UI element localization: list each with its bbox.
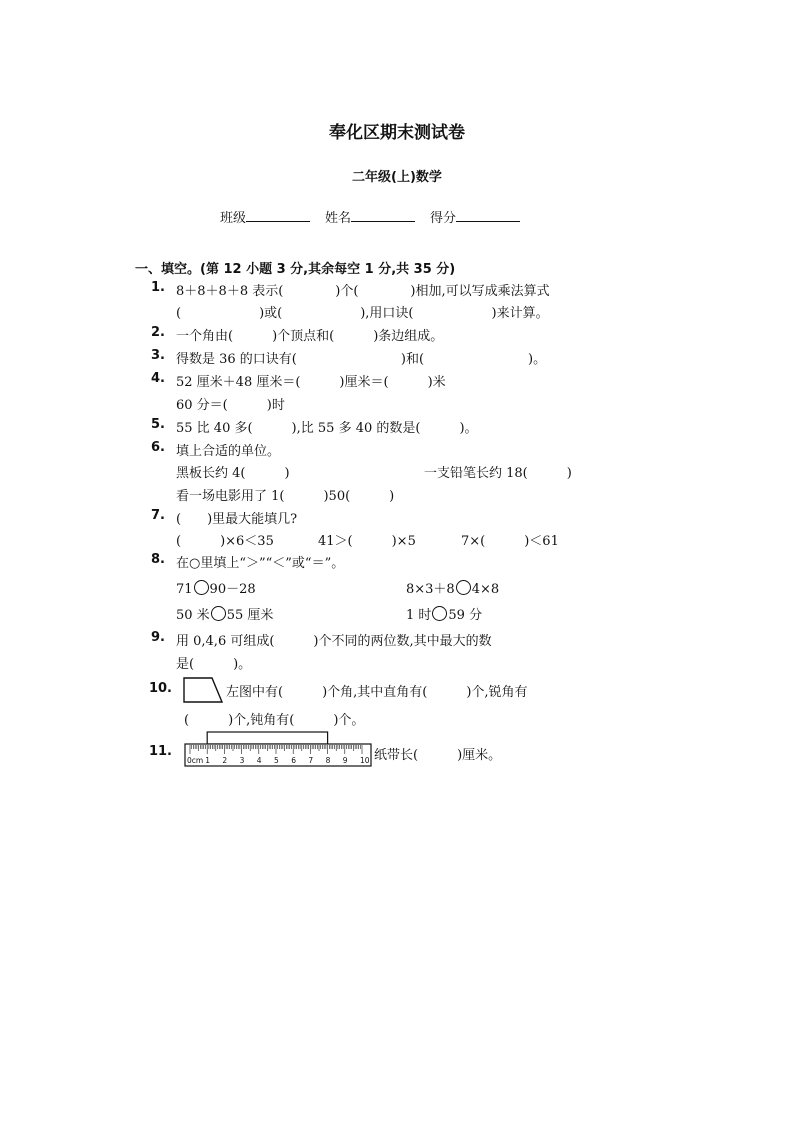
question-number: 11. — [148, 744, 172, 759]
question-number: 4. — [151, 371, 165, 386]
question-text: 8＋8＋8＋8 表示( )个( )相加,可以写成乘法算式 — [176, 284, 550, 299]
compare-left: 71 — [176, 582, 193, 597]
question-number: 8. — [151, 552, 165, 567]
quadrilateral-figure — [182, 676, 226, 704]
question-text: 一支铅笔长约 18( ) — [424, 466, 572, 481]
question-number: 9. — [151, 630, 165, 645]
question-text: 在○里填上“＞”“＜”或“＝”。 — [176, 556, 345, 571]
paper-strip — [207, 732, 327, 744]
question-text: ( )或( ),用口诀( )来计算。 — [176, 306, 549, 321]
question-text: ( )里最大能填几? — [176, 512, 298, 527]
name-blank[interactable] — [351, 209, 415, 222]
compare-circle[interactable] — [211, 606, 226, 621]
question-text: 是( )。 — [176, 657, 252, 672]
question-text: 7×( )＜61 — [461, 534, 559, 549]
question-text: ( )×6＜35 — [176, 534, 274, 549]
ruler-number-label: 1 — [205, 756, 210, 765]
section-heading: 一、填空。(第 12 小题 3 分,其余每空 1 分,共 35 分) — [135, 262, 456, 277]
question-text: 填上合适的单位。 — [176, 444, 281, 459]
compare-left: 8×3＋8 — [406, 582, 455, 597]
compare-right: 59 分 — [448, 608, 483, 623]
compare-item — [176, 578, 256, 597]
class-field — [220, 207, 310, 226]
name-label: 姓名 — [325, 211, 352, 226]
question-text: 黑板长约 4( ) — [176, 466, 290, 481]
ruler-figure — [183, 730, 375, 770]
question-number: 2. — [151, 325, 165, 340]
compare-circle[interactable] — [194, 580, 209, 595]
question-number: 10. — [148, 681, 172, 696]
score-field — [430, 207, 520, 226]
ruler-number-label: 5 — [274, 756, 279, 765]
quadrilateral-shape — [184, 678, 222, 702]
question-text: 纸带长( )厘米。 — [374, 748, 502, 763]
question-text: ( )个,钝角有( )个。 — [184, 713, 365, 728]
name-field — [325, 207, 415, 226]
ruler-number-label: 3 — [239, 756, 245, 765]
question-text: 55 比 40 多( ),比 55 多 40 的数是( )。 — [176, 421, 478, 436]
compare-left: 50 米 — [176, 608, 210, 623]
ruler-number-label: 10 — [360, 756, 370, 765]
ruler-unit-label: 0cm — [187, 756, 204, 765]
class-blank[interactable] — [246, 209, 310, 222]
compare-circle[interactable] — [432, 606, 447, 621]
class-label: 班级 — [220, 211, 247, 226]
compare-item — [406, 578, 499, 597]
question-text: 60 分＝( )时 — [176, 398, 285, 413]
compare-circle[interactable] — [456, 580, 471, 595]
page-subtitle: 二年级(上)数学 — [352, 170, 442, 185]
question-text: 看一场电影用了 1( )50( ) — [176, 489, 395, 504]
question-text: 用 0,4,6 可组成( )个不同的两位数,其中最大的数 — [176, 634, 492, 649]
compare-right: 4×8 — [471, 582, 500, 597]
score-label: 得分 — [430, 211, 457, 226]
question-number: 6. — [151, 440, 165, 455]
question-number: 3. — [151, 348, 165, 363]
question-number: 5. — [151, 417, 165, 432]
compare-right: 90－28 — [209, 582, 256, 597]
ruler-number-label: 7 — [308, 756, 314, 765]
question-text: 52 厘米＋48 厘米＝( )厘米＝( )米 — [176, 375, 446, 390]
question-number: 1. — [151, 280, 165, 295]
compare-item — [176, 604, 273, 623]
compare-left: 1 时 — [406, 608, 432, 623]
page-title: 奉化区期末测试卷 — [329, 123, 465, 143]
ruler-number-label: 2 — [222, 756, 228, 765]
ruler-number-label: 9 — [342, 756, 348, 765]
ruler-number-label: 4 — [256, 756, 262, 765]
compare-item — [406, 604, 482, 623]
ruler-number-label: 6 — [291, 756, 296, 765]
compare-right: 55 厘米 — [226, 608, 274, 623]
question-text: 得数是 36 的口诀有( )和( )。 — [176, 352, 547, 367]
question-text: 41＞( )×5 — [318, 534, 416, 549]
question-text: 一个角由( )个顶点和( )条边组成。 — [176, 329, 444, 344]
ruler-number-label: 8 — [325, 756, 331, 765]
score-blank[interactable] — [456, 209, 520, 222]
question-text: 左图中有( )个角,其中直角有( )个,锐角有 — [226, 685, 528, 700]
question-number: 7. — [151, 508, 165, 523]
